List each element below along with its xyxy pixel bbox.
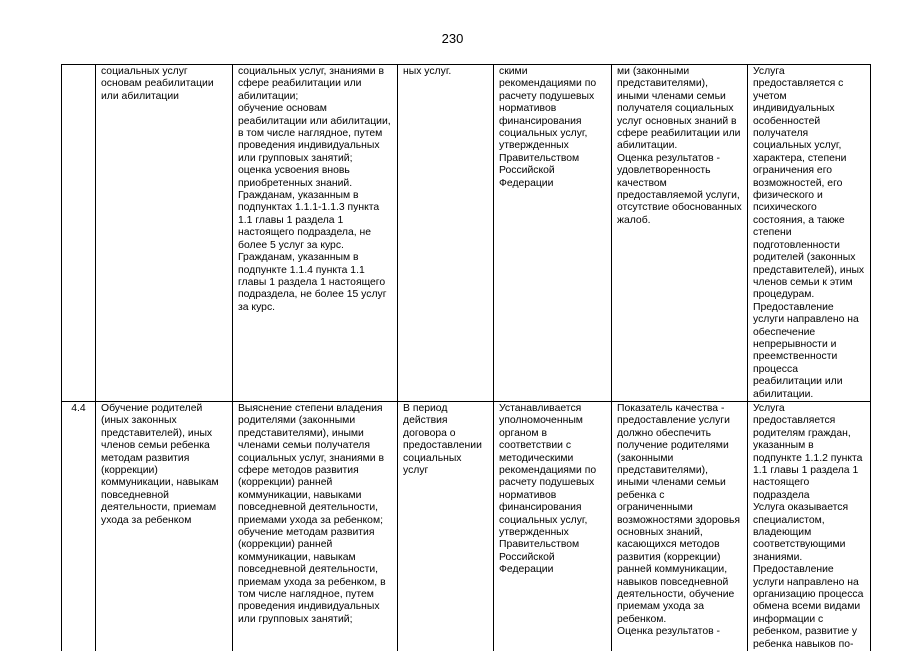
- row-number: [62, 65, 96, 402]
- row-number: 4.4: [62, 401, 96, 651]
- page-number: 230: [441, 31, 464, 46]
- table-row: [62, 401, 871, 651]
- service-content-cell: Выяснение степени владения родителями (законными представителями), иными членами семьи получателя социальных услуг, знаниями в сфере методов развития (коррекции) ранней коммуникации, навыками повседневной деятельности, приемами ухода за ребенком; обучение методам развития (коррекции) ранней коммуникации, навыкам повседневной деятельности, приемам ухода за ребенком, в том числе наглядное, путем проведения индивидуальных или групповых занятий;: [233, 401, 398, 651]
- conditions-cell: Услуга предоставляется родителям граждан, указанным в подпункте 1.1.2 пункта 1.1 главы 1 раздела 1 настоящего подраздела Услуга оказывается специалистом, владеющим соответствующими знаниями. Предоставление услуги направлено на организацию процесса обмена всеми видами информации с ребенком, развитие у ребенка навыков по-: [748, 401, 871, 651]
- quality-cell: Показатель качества - предоставление услуги должно обеспечить получение родителями (законными представителями), иными членами семьи ребенка с ограниченными возможностями здоровья основных знаний, касающихся методов развития (коррекции) ранней коммуникации, навыков повседневной деятельности, обучение приемам ухода за ребенком. Оценка результатов -: [612, 401, 748, 651]
- service-name-cell: Обучение родителей (иных законных представителей), иных членов семьи ребенка методам развития (коррекции) коммуникации, навыкам повседневной деятельности, приемам ухода за ребенком: [96, 401, 233, 651]
- table-row: [62, 65, 871, 402]
- norm-cell: скими рекомендациями по расчету подушевых нормативов финансирования социальных услуг, утвержденных Правительством Российской Федерации: [494, 65, 612, 402]
- conditions-cell: Услуга предоставляется с учетом индивидуальных особенностей получателя социальных услуг, характера, степени ограничения его возможностей, его физического и психического состояния, а также степени подготовленности родителей (законных представителей), иных членов семьи к этим процедурам. Предоставление услуги направлено на обеспечение непрерывности и преемственности процесса реабилитации или абилитации.: [748, 65, 871, 402]
- quality-cell: ми (законными представителями), иными членами семьи получателя социальных услуг основных знаний в сфере реабилитации или абилитации. Оценка результатов - удовлетворенность качеством предоставляемой услуги, отсутствие обоснованных жалоб.: [612, 65, 748, 402]
- service-term-cell: В период действия договора о предоставлении социальных услуг: [398, 401, 494, 651]
- service-content-cell: социальных услуг, знаниями в сфере реабилитации или абилитации; обучение основам реабилитации или абилитации, в том числе наглядное, путем проведения индивидуальных или групповых занятий; оценка усвоения вновь приобретенных знаний. Гражданам, указанным в подпунктах 1.1.1-1.1.3 пункта 1.1 главы 1 раздела 1 настоящего подраздела, не более 5 услуг за курс. Гражданам, указанным в подпункте 1.1.4 пункта 1.1 главы 1 раздела 1 настоящего подраздела, не более 15 услуг за курс.: [233, 65, 398, 402]
- norm-cell: Устанавливается уполномоченным органом в соответствии с методическими рекомендациями по расчету подушевых нормативов финансирования социальных услуг, утвержденных Правительством Российской Федерации: [494, 401, 612, 651]
- services-table: [61, 64, 871, 651]
- service-term-cell: ных услуг.: [398, 65, 494, 402]
- service-name-cell: социальных услуг основам реабилитации или абилитации: [96, 65, 233, 402]
